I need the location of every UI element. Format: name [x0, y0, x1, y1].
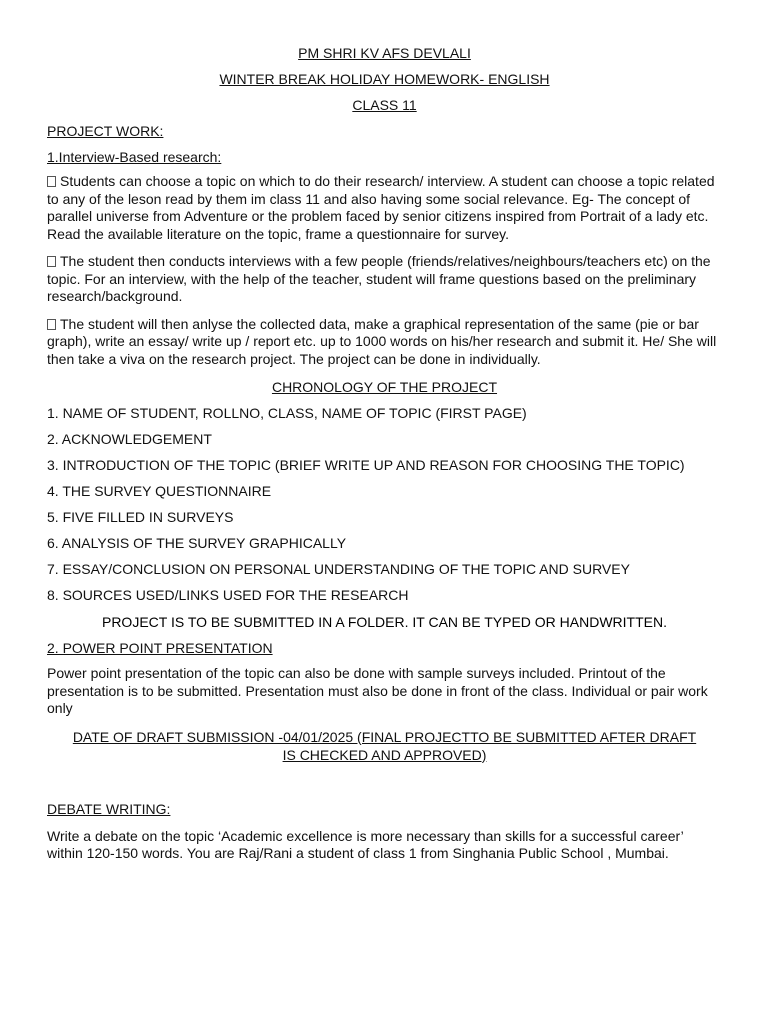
bullet-paragraph [47, 253, 722, 306]
homework-title: WINTER BREAK HOLIDAY HOMEWORK- ENGLISH [219, 71, 550, 87]
debate-text: Write a debate on the topic ‘Academic excellence is more necessary than skills for a successful career’ within 120-150 words. You are Raj/Rani a student of class 1 from Singhania Public School , Mumbai. [47, 827, 684, 861]
bullet-paragraph [47, 173, 722, 243]
chronology-item: 6. ANALYSIS OF THE SURVEY GRAPHICALLY [47, 535, 347, 551]
class-title: CLASS 11 [352, 97, 417, 113]
bullet-box-icon [47, 176, 56, 187]
ppt-heading: 2. POWER POINT PRESENTATION [47, 640, 273, 656]
bullet-box-icon [47, 319, 56, 330]
ppt-text: Power point presentation of the topic can also be done with sample surveys included. Printout of the presentation is to be submitted. Presentation must also be done in front of the class. Individual or pair work only [47, 665, 708, 716]
bullet-text: The student will then anlyse the collected data, make a graphical representation of the same (pie or bar graph), write an essay/ write up / report etc. up to 1000 words on his/her research and submit it. He/ She will then take a viva on the research project. The project can be done in individually. [47, 315, 717, 367]
chronology-item: 2. ACKNOWLEDGEMENT [47, 431, 212, 447]
deadline-line-1: DATE OF DRAFT SUBMISSION -04/01/2025 (FINAL PROJECTTO BE SUBMITTED AFTER DRAFT [72, 728, 697, 745]
chronology-item: 4. THE SURVEY QUESTIONNAIRE [47, 483, 272, 499]
bullet-box-icon [47, 256, 56, 267]
bullet-text: The student then conducts interviews with a few people (friends/relatives/neighbours/teachers etc) on the topic. For an interview, with the help of the teacher, student will frame questions based on the preliminary research/background. [47, 253, 711, 304]
chronology-item: 7. ESSAY/CONCLUSION ON PERSONAL UNDERSTANDING OF THE TOPIC AND SURVEY [47, 561, 630, 577]
bullet-text: Students can choose a topic on which to do their research/ interview. A student can choose a topic related to any of the leson read by them im class 11 and also having some social relevance. Eg- The concept of parallel universe from Adventure or the problem faced by senior citizens inspired from Portrait of a lady etc. Read the available literature on the topic, frame a questionnaire for survey. [47, 173, 715, 242]
chronology-item: 1. NAME OF STUDENT, ROLLNO, CLASS, NAME OF TOPIC (FIRST PAGE) [47, 405, 527, 421]
debate-heading: DEBATE WRITING: [47, 800, 171, 817]
chronology-heading: CHRONOLOGY OF THE PROJECT [271, 379, 498, 395]
project-work-heading: PROJECT WORK: [47, 123, 164, 139]
bullet-paragraph [47, 316, 722, 369]
school-name: PM SHRI KV AFS DEVLALI [298, 45, 471, 61]
chronology-item: 8. SOURCES USED/LINKS USED FOR THE RESEARCH [47, 587, 409, 603]
chronology-item: 5. FIVE FILLED IN SURVEYS [47, 509, 234, 525]
deadline-line-2: IS CHECKED AND APPROVED) [282, 746, 487, 763]
submission-note: PROJECT IS TO BE SUBMITTED IN A FOLDER. IT CAN BE TYPED OR HANDWRITTEN. [101, 614, 668, 630]
interview-research-heading: 1.Interview-Based research: [47, 149, 222, 165]
chronology-item: 3. INTRODUCTION OF THE TOPIC (BRIEF WRITE UP AND REASON FOR CHOOSING THE TOPIC) [47, 457, 685, 473]
